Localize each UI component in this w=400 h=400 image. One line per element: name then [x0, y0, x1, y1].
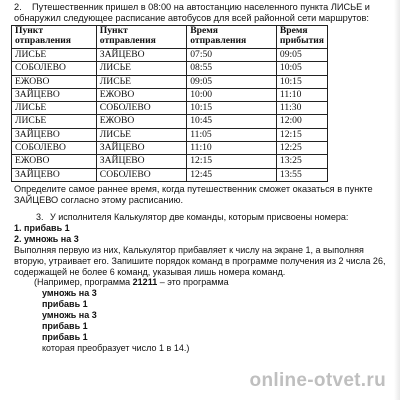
table-cell: 12:15: [187, 155, 277, 168]
table-row: [12, 128, 328, 141]
example-prefix: (Например, программа: [34, 277, 133, 288]
table-cell: ЛИСЬЕ: [96, 75, 186, 88]
task-3-intro: [14, 212, 388, 223]
table-cell: ЛИСЬЕ: [12, 102, 97, 115]
table-cell: ЗАЙЦЕВО: [12, 168, 97, 181]
table-cell: 10:00: [187, 88, 277, 101]
task-intro-text: У исполнителя Калькулятор две команды, которым присвоены номера:: [50, 212, 349, 222]
table-cell: 09:05: [276, 49, 327, 62]
table-row: [12, 102, 328, 115]
table-cell: 10:45: [187, 115, 277, 128]
table-cell: 09:05: [187, 75, 277, 88]
example-closing: которая преобразует число 1 в 14.): [42, 342, 190, 353]
program-step: умножь на 3: [42, 310, 97, 321]
table-row: [12, 49, 328, 62]
table-cell: 12:15: [276, 128, 327, 141]
table-cell: СОБОЛЕВО: [12, 62, 97, 75]
command-item: 2. умножь на 3: [14, 233, 79, 244]
task-3: [14, 212, 388, 354]
table-cell: СОБОЛЕВО: [96, 168, 186, 181]
table-cell: СОБОЛЕВО: [96, 102, 186, 115]
table-cell: ЗАЙЦЕВО: [12, 128, 97, 141]
task-number: 2.: [14, 2, 22, 12]
table-cell: ЕЖОВО: [12, 155, 97, 168]
table-cell: 11:30: [276, 102, 327, 115]
example-code: 21211: [132, 277, 158, 288]
task-number: 3.: [36, 212, 44, 222]
scan-edge-shadow: [394, 0, 400, 400]
table-cell: 10:15: [276, 75, 327, 88]
header-departure-time: Время отправления: [187, 26, 277, 49]
example-suffix: – это программа: [157, 277, 229, 288]
table-cell: 10:15: [187, 102, 277, 115]
task-2-question: Определите самое раннее время, когда путешественник сможет оказаться в пункте ЗАЙЦЕВО согласно этому расписанию.: [14, 184, 373, 206]
program-step: прибавь 1: [42, 331, 88, 342]
header-departure-point: Пункт отправления: [12, 26, 97, 49]
table-row: [12, 142, 328, 155]
watermark-text: online-otvet.ru: [249, 370, 386, 391]
command-item: 1. прибавь 1: [14, 222, 70, 233]
table-cell: ЗАЙЦЕВО: [12, 88, 97, 101]
table-cell: ЕЖОВО: [12, 75, 97, 88]
table-row: [12, 155, 328, 168]
table-cell: 13:55: [276, 168, 327, 181]
header-arrival-point: Пункт отправления: [96, 26, 186, 49]
table-cell: ЗАЙЦЕВО: [96, 155, 186, 168]
table-cell: ЗАЙЦЕВО: [96, 49, 186, 62]
table-cell: 10:05: [276, 62, 327, 75]
program-step: прибавь 1: [42, 321, 88, 332]
table-row: [12, 75, 328, 88]
task-2-intro: [14, 2, 386, 23]
example-line: [14, 277, 388, 288]
table-cell: 12:00: [276, 115, 327, 128]
program-step: умножь на 3: [42, 288, 97, 299]
table-row: [12, 62, 328, 75]
table-cell: 08:55: [187, 62, 277, 75]
table-cell: 11:10: [276, 88, 327, 101]
table-cell: 12:45: [187, 168, 277, 181]
table-cell: ЛИСЬЕ: [96, 128, 186, 141]
table-cell: ЛИСЬЕ: [96, 62, 186, 75]
table-cell: ЛИСЬЕ: [12, 115, 97, 128]
task-3-body: Выполняя первую из них, Калькулятор прибавляет к числу на экране 1, а выполняя вторую, утраивает его. Запишите порядок команд в программе получения из 2 числа 26, содержащей не более 6 команд, указывая лишь номера команд.: [14, 244, 386, 277]
table-cell: ЗАЙЦЕВО: [96, 142, 186, 155]
header-arrival-time: Время прибытия: [276, 26, 327, 49]
table-row: [12, 115, 328, 128]
table-cell: 07:50: [187, 49, 277, 62]
table-row: [12, 168, 328, 181]
table-cell: СОБОЛЕВО: [12, 142, 97, 155]
table-cell: ЛИСЬЕ: [12, 49, 97, 62]
program-step: прибавь 1: [42, 299, 88, 310]
table-cell: 11:10: [187, 142, 277, 155]
table-cell: ЕЖОВО: [96, 88, 186, 101]
table-row: [12, 88, 328, 101]
task-intro-text: Путешественник пришел в 08:00 на автостанцию населенного пункта ЛИСЬЕ и обнаружил следующее расписание автобусов для всей районной сети маршрутов:: [14, 2, 370, 23]
table-cell: 11:05: [187, 128, 277, 141]
table-header-row: [12, 26, 328, 49]
table-cell: ЕЖОВО: [96, 115, 186, 128]
table-cell: 13:25: [276, 155, 327, 168]
bus-schedule-table: [11, 25, 328, 182]
table-cell: 12:25: [276, 142, 327, 155]
